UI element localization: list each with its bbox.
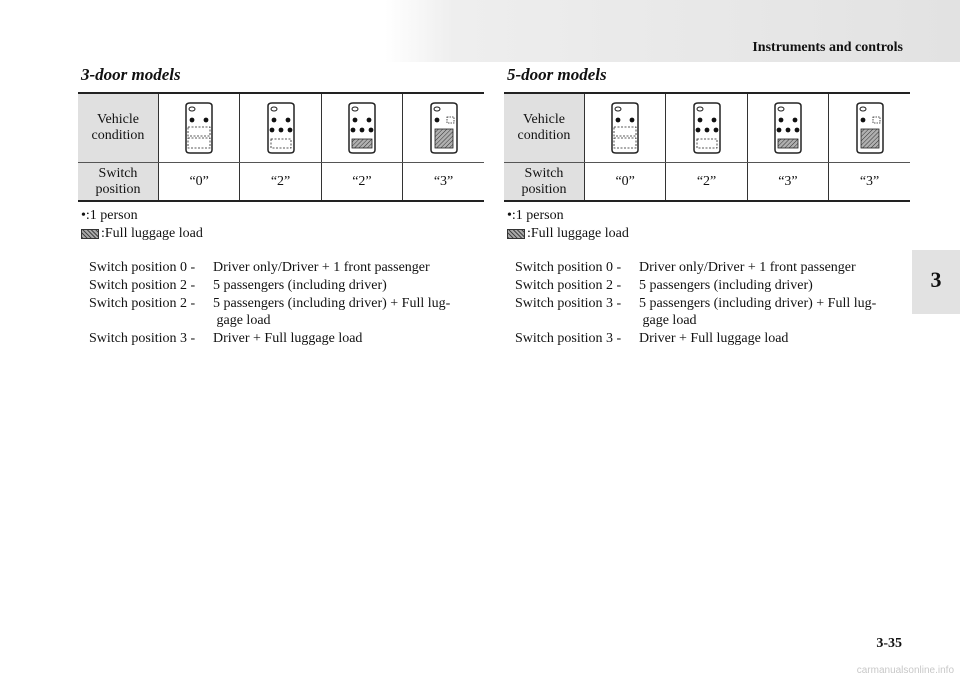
switch-value: “2” <box>666 163 747 202</box>
list-value: Driver + Full luggage load <box>639 331 789 346</box>
list-key: Switch position 0 - <box>515 260 622 275</box>
section-title: 5-door models <box>507 65 607 84</box>
switch-value: “3” <box>403 163 484 202</box>
watermark-text: carmanualsonline.info <box>856 665 954 676</box>
switch-value: “2” <box>240 163 321 202</box>
legend-person: •:1 person <box>507 208 564 223</box>
cell-five-passengers <box>666 93 747 163</box>
car-five-passengers-icon <box>690 102 724 154</box>
list-key: Switch position 0 - <box>89 260 196 275</box>
list-value: 5 passengers (including driver) + Full lug- gage load <box>213 296 451 328</box>
list-key: Switch position 2 - <box>89 278 196 293</box>
cell-five-passengers-luggage <box>321 93 402 163</box>
page-number: 3-35 <box>876 636 902 651</box>
section-5-door <box>504 66 911 348</box>
switch-value: “3” <box>747 163 828 202</box>
legend-luggage-row <box>81 225 485 243</box>
list-value: 5 passengers (including driver) <box>213 278 387 293</box>
car-five-passengers-full-luggage-icon <box>771 102 805 154</box>
list-value: Driver + Full luggage load <box>213 331 363 346</box>
legend <box>81 207 485 243</box>
list-item <box>89 330 485 347</box>
list-value: Driver only/Driver + 1 front passenger <box>639 260 856 275</box>
section-3-door <box>78 66 485 348</box>
list-item <box>515 330 911 347</box>
list-key: Switch position 3 - <box>515 296 622 311</box>
list-value: 5 passengers (including driver) + Full lug- gage load <box>639 296 877 328</box>
switch-position-header: Switch position <box>78 163 159 202</box>
cell-five-passengers <box>240 93 321 163</box>
cell-driver-luggage <box>403 93 484 163</box>
list-key: Switch position 2 - <box>515 278 622 293</box>
section-title: 3-door models <box>81 65 181 84</box>
car-driver-full-luggage-icon <box>427 102 461 154</box>
list-item <box>515 259 911 276</box>
list-key: Switch position 3 - <box>89 331 196 346</box>
cell-driver-only <box>585 93 666 163</box>
car-driver-only-icon <box>608 102 642 154</box>
switch-position-list <box>89 259 485 347</box>
cell-driver-luggage <box>829 93 910 163</box>
legend-luggage: :Full luggage load <box>101 226 203 241</box>
list-key: Switch position 3 - <box>515 331 622 346</box>
legend <box>507 207 911 243</box>
switch-position-list <box>515 259 911 347</box>
switch-position-header: Switch position <box>504 163 585 202</box>
load-condition-table <box>78 92 484 202</box>
load-condition-table <box>504 92 910 202</box>
list-item <box>89 295 485 329</box>
chapter-number: 3 <box>930 267 942 292</box>
switch-value: “0” <box>159 163 240 202</box>
chapter-tab <box>912 250 960 314</box>
switch-value: “0” <box>585 163 666 202</box>
list-value: Driver only/Driver + 1 front passenger <box>213 260 430 275</box>
legend-luggage-row <box>507 225 911 243</box>
legend-person: •:1 person <box>81 208 138 223</box>
page-header-title: Instruments and controls <box>752 40 903 55</box>
luggage-swatch-icon <box>507 229 525 239</box>
list-item <box>89 277 485 294</box>
list-item <box>89 259 485 276</box>
luggage-swatch-icon <box>81 229 99 239</box>
car-five-passengers-icon <box>264 102 298 154</box>
car-five-passengers-full-luggage-icon <box>345 102 379 154</box>
list-item <box>515 277 911 294</box>
vehicle-condition-header: Vehicle condition <box>504 93 585 163</box>
legend-luggage: :Full luggage load <box>527 226 629 241</box>
car-driver-full-luggage-icon <box>853 102 887 154</box>
cell-driver-only <box>159 93 240 163</box>
list-key: Switch position 2 - <box>89 296 196 311</box>
car-driver-only-icon <box>182 102 216 154</box>
switch-value: “3” <box>829 163 910 202</box>
list-item <box>515 295 911 329</box>
vehicle-condition-header: Vehicle condition <box>78 93 159 163</box>
list-value: 5 passengers (including driver) <box>639 278 813 293</box>
cell-five-passengers-luggage <box>747 93 828 163</box>
switch-value: “2” <box>321 163 402 202</box>
